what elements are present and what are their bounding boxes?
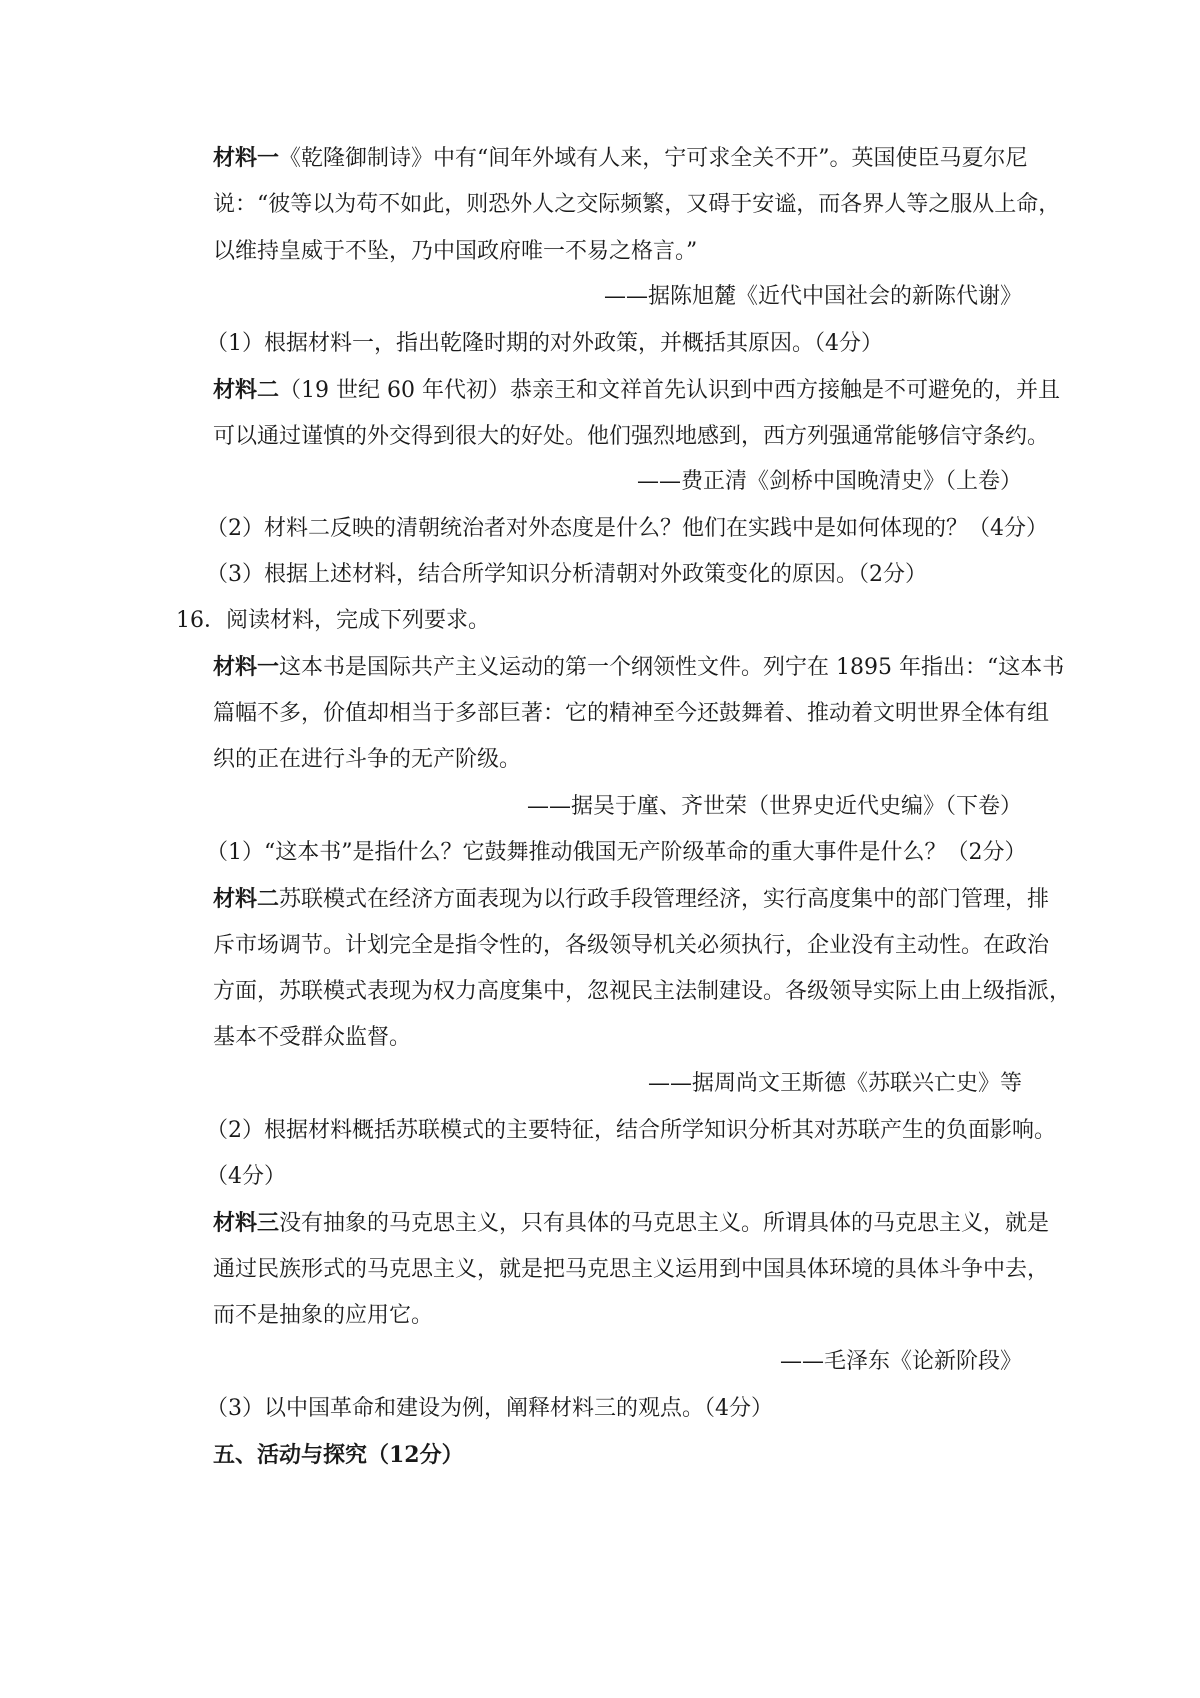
q16-material-2-line-1: 材料二苏联模式在经济方面表现为以行政手段管理经济，实行高度集中的部门管理，排 bbox=[213, 886, 1050, 912]
q16-material-2-source: ——据周尚文王斯德《苏联兴亡史》等 bbox=[647, 1071, 1022, 1096]
q15-material-1-source: ——据陈旭麓《近代中国社会的新陈代谢》 bbox=[603, 284, 1022, 309]
q15-question-2: （2）材料二反映的清朝统治者对外态度是什么？他们在实践中是如何体现的？（4分） bbox=[206, 516, 1048, 541]
q16-material-3-line-2: 通过民族形式的马克思主义，就是把马克思主义运用到中国具体环境的具体斗争中去， bbox=[213, 1257, 1050, 1282]
q16-material-3-source: ——毛泽东《论新阶段》 bbox=[779, 1349, 1022, 1374]
q16-material-2-line-4: 基本不受群众监督。 bbox=[213, 1025, 412, 1050]
q16-stem: 16．阅读材料，完成下列要求。 bbox=[176, 608, 490, 633]
q16-material-1-line-2: 篇幅不多，价值却相当于多部巨著：它的精神至今还鼓舞着、推动着文明世界全体有组 bbox=[213, 701, 1050, 726]
q16-question-2-line-1: （2）根据材料概括苏联模式的主要特征，结合所学知识分析其对苏联产生的负面影响。 bbox=[206, 1118, 1056, 1143]
q16-material-1-line-1: 材料一这本书是国际共产主义运动的第一个纲领性文件。列宁在 1895 年指出：“这本书 bbox=[213, 654, 1065, 680]
q16-question-1: （1）“这本书”是指什么？它鼓舞推动俄国无产阶级革命的重大事件是什么？（2分） bbox=[206, 840, 1027, 865]
q15-question-3: （3）根据上述材料，结合所学知识分析清朝对外政策变化的原因。（2分） bbox=[206, 562, 927, 587]
q15-material-2-source: ——费正清《剑桥中国晚清史》（上卷） bbox=[636, 469, 1022, 494]
q16-material-3-line-1: 材料三没有抽象的马克思主义，只有具体的马克思主义。所谓具体的马克思主义，就是 bbox=[213, 1210, 1050, 1236]
q15-material-2-line-2: 可以通过谨慎的外交得到很大的好处。他们强烈地感到，西方列强通常能够信守条约。 bbox=[213, 424, 1050, 449]
material-label: 材料二 bbox=[213, 886, 280, 912]
q16-material-1-line-3: 织的正在进行斗争的无产阶级。 bbox=[213, 747, 522, 772]
q16-material-2-line-2: 斥市场调节。计划完全是指令性的，各级领导机关必须执行，企业没有主动性。在政治 bbox=[213, 933, 1050, 958]
material-label: 材料二 bbox=[213, 377, 280, 403]
q16-question-3: （3）以中国革命和建设为例，阐释材料三的观点。（4分） bbox=[206, 1396, 773, 1421]
section-heading: 五、活动与探究（12分） bbox=[213, 1442, 464, 1468]
q16-material-3-line-3: 而不是抽象的应用它。 bbox=[213, 1303, 434, 1328]
q15-material-1-line-2: 说：“彼等以为苟不如此，则恐外人之交际频繁，又碍于安谧，而各界人等之服从上命， bbox=[213, 192, 1061, 217]
q15-question-1: （1）根据材料一，指出乾隆时期的对外政策，并概括其原因。（4分） bbox=[206, 331, 883, 356]
q15-material-1-line-1: 材料一《乾隆御制诗》中有“间年外域有人来，宁可求全关不开”。英国使臣马夏尔尼 bbox=[213, 145, 1028, 171]
q16-material-1-source: ——据吴于廑、齐世荣（世界史近代史编》（下卷） bbox=[526, 794, 1022, 819]
material-label: 材料一 bbox=[213, 145, 280, 171]
q15-material-1-line-3: 以维持皇威于不坠，乃中国政府唯一不易之格言。” bbox=[213, 239, 698, 264]
material-label: 材料一 bbox=[213, 654, 280, 680]
q15-material-2-line-1: 材料二（19 世纪 60 年代初）恭亲王和文祥首先认识到中西方接触是不可避免的，并且 bbox=[213, 377, 1060, 403]
material-label: 材料三 bbox=[213, 1210, 280, 1236]
q16-question-2-line-2: （4分） bbox=[206, 1164, 286, 1189]
q16-material-2-line-3: 方面，苏联模式表现为权力高度集中，忽视民主法制建设。各级领导实际上由上级指派， bbox=[213, 979, 1072, 1004]
